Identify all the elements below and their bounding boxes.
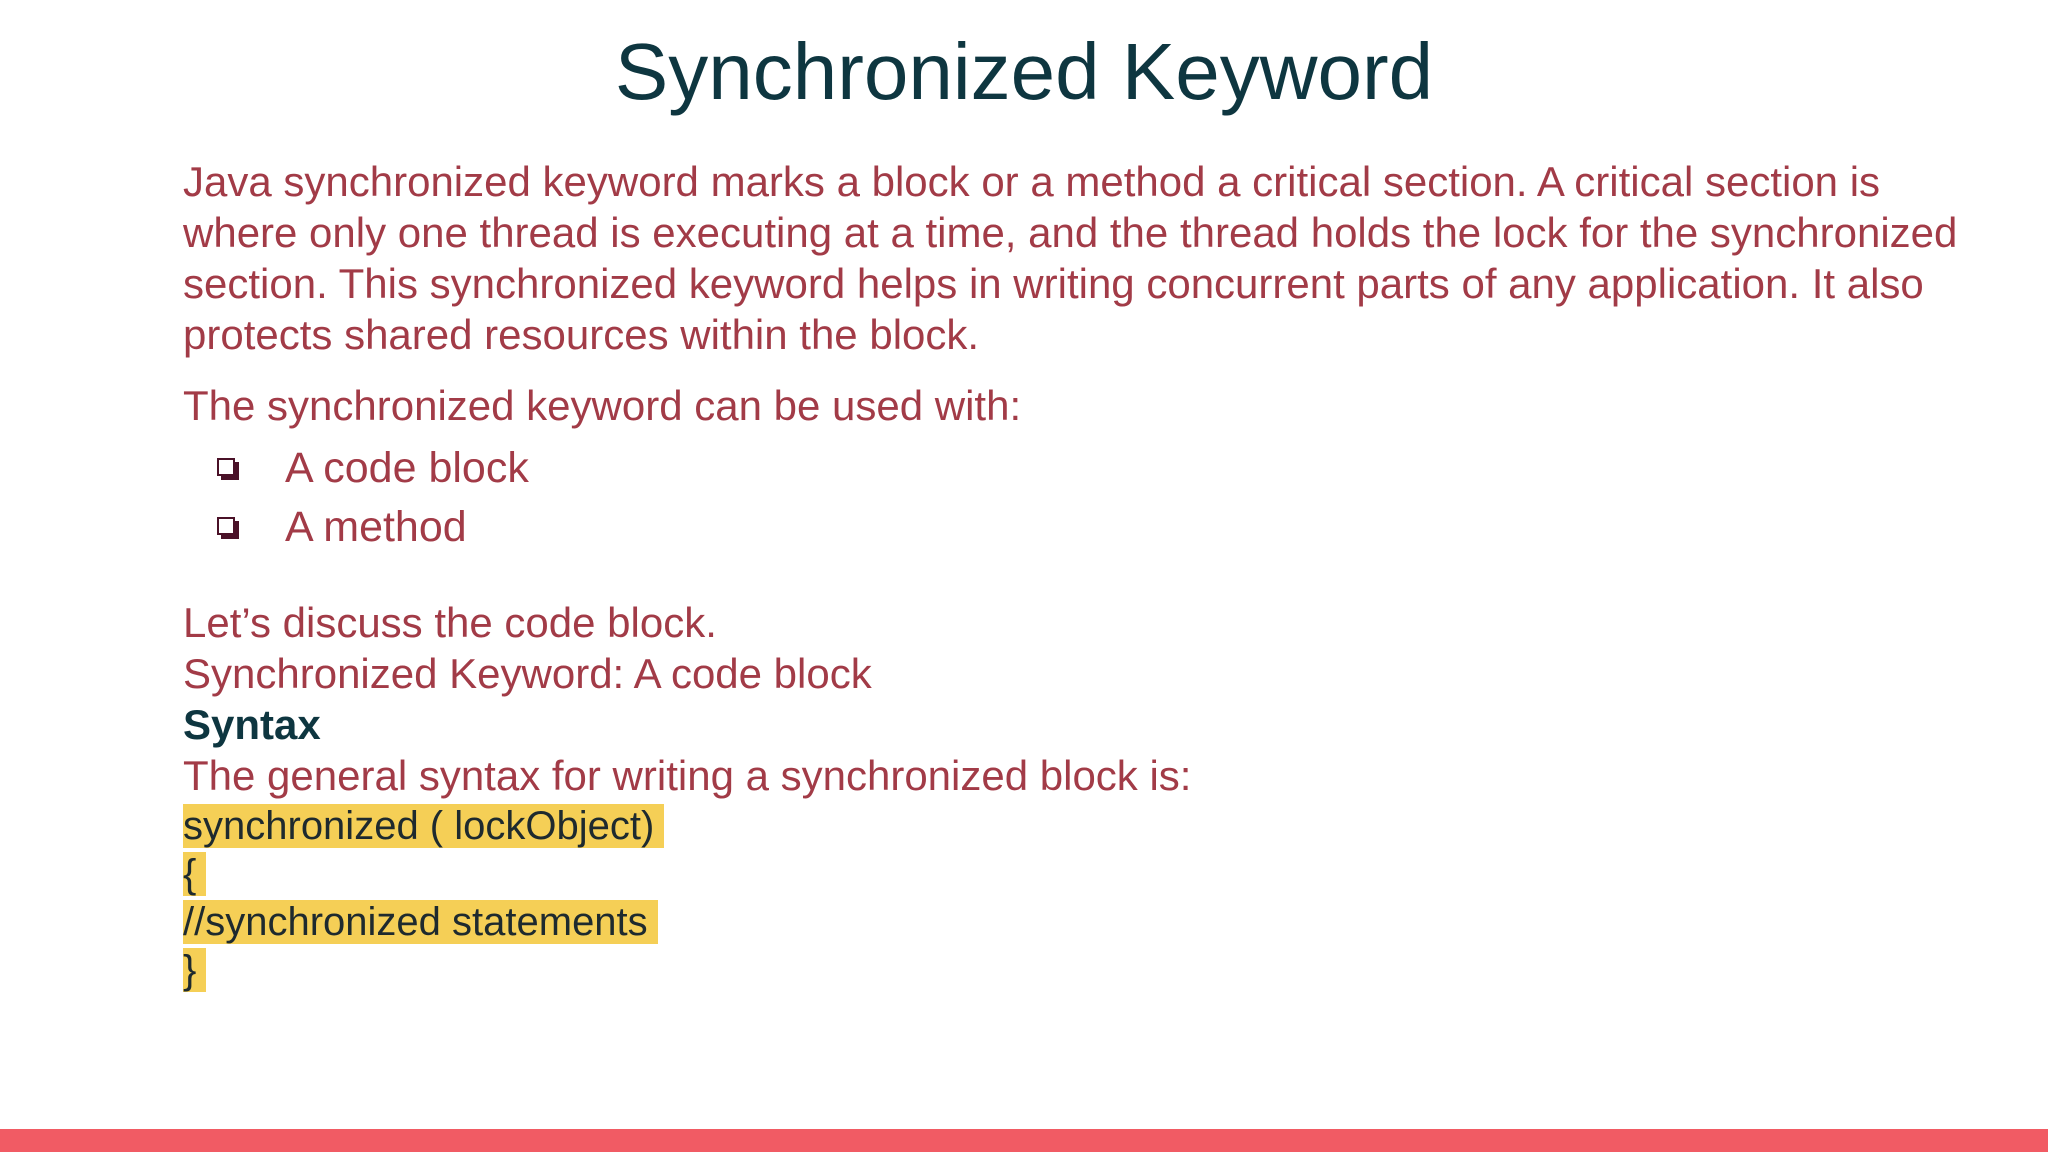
usage-label: The synchronized keyword can be used with: [183,382,1022,429]
list-item [183,498,1983,557]
intro-paragraph: Java synchronized keyword marks a block or a method a critical section. A critical section is where only one thread is executing at a time, and the thread holds the lock for the synchronized section. This synchronized keyword helps in writing concurrent parts of any application. It also protects shared resources within the block. [183,158,1958,358]
code-line: //synchronized statements [183,897,1983,945]
code-line: synchronized ( lockObject) [183,801,1983,849]
usage-list [183,439,1983,557]
code-line: { [183,849,1983,897]
code-block-section [183,597,1983,993]
list-item-label: A code block [285,444,529,492]
code-line: } [183,945,1983,993]
checkbox-icon [217,458,239,480]
syntax-heading: Syntax [183,701,321,748]
code-snippet [183,801,1983,993]
discuss-text: Let’s discuss the code block. [183,599,717,646]
slide-title: Synchronized Keyword [614,27,1434,116]
bottom-accent-bar [0,1129,2048,1152]
slide-content [183,156,1983,993]
list-item-label: A method [285,503,467,551]
list-item [183,439,1983,498]
syntax-description: The general syntax for writing a synchronized block is: [183,752,1192,799]
checkbox-icon [217,517,239,539]
subheading: Synchronized Keyword: A code block [183,650,872,697]
